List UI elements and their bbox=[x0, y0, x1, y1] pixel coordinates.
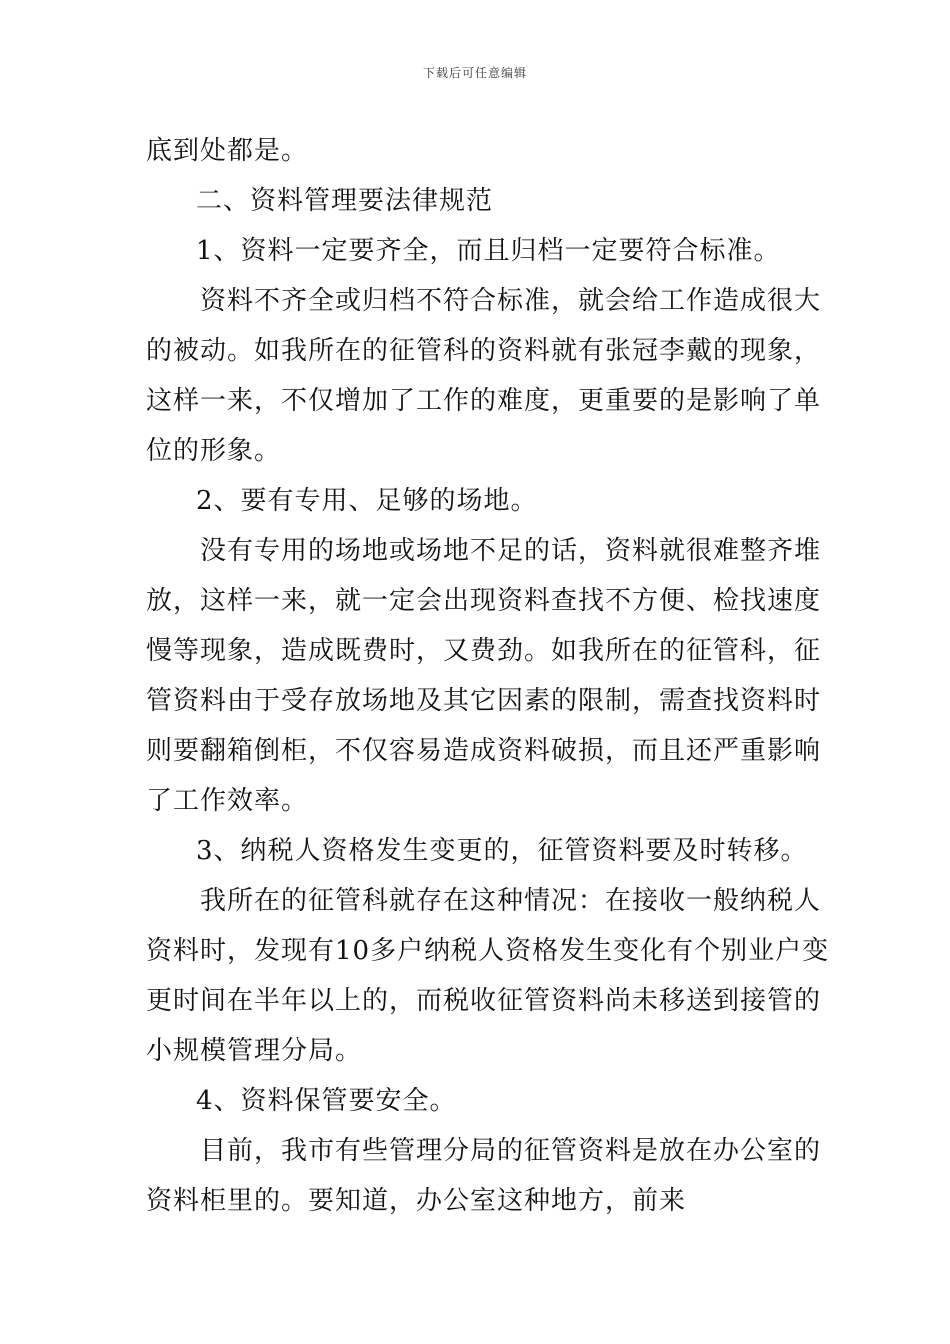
text-line: 这样一来，不仅增加了工作的难度，更重要的是影响了单 bbox=[146, 386, 822, 416]
text-line: 目前，我市有些管理分局的征管资料是放在办公室的 bbox=[200, 1136, 822, 1166]
page-header: 下载后可任意编辑 bbox=[422, 66, 527, 80]
subheading: 2、要有专用、足够的场地。 bbox=[196, 486, 538, 516]
text-line: 放，这样一来，就一定会出现资料查找不方便、检找速度 bbox=[146, 586, 822, 616]
text-line: 我所在的征管科就存在这种情况：在接收一般纳税人 bbox=[200, 886, 822, 916]
section-heading: 二、资料管理要法律规范 bbox=[196, 186, 494, 216]
text-line: 慢等现象，造成既费时，又费劲。如我所在的征管科，征 bbox=[146, 636, 822, 666]
text-line: 了工作效率。 bbox=[146, 786, 309, 816]
text-line: 底到处都是。 bbox=[146, 136, 309, 166]
text-line: 资料时，发现有10多户纳税人资格发生变化有个别业户变 bbox=[146, 936, 830, 966]
subheading: 4、资料保管要安全。 bbox=[196, 1086, 457, 1116]
text-line: 管资料由于受存放场地及其它因素的限制，需查找资料时 bbox=[146, 686, 822, 716]
text-line: 没有专用的场地或场地不足的话，资料就很难整齐堆 bbox=[200, 536, 822, 566]
subheading: 1、资料一定要齐全，而且归档一定要符合标准。 bbox=[196, 236, 781, 266]
text-line: 更时间在半年以上的，而税收征管资料尚未移送到接管的 bbox=[146, 986, 822, 1016]
text-line: 小规模管理分局。 bbox=[146, 1036, 363, 1066]
text-line: 位的形象。 bbox=[146, 436, 282, 466]
text-line: 则要翻箱倒柜，不仅容易造成资料破损，而且还严重影响 bbox=[146, 736, 822, 766]
subheading: 3、纳税人资格发生变更的，征管资料要及时转移。 bbox=[196, 836, 808, 866]
text-line: 资料不齐全或归档不符合标准，就会给工作造成很大 bbox=[200, 286, 822, 316]
text-line: 的被动。如我所在的征管科的资料就有张冠李戴的现象， bbox=[146, 336, 822, 366]
text-line: 资料柜里的。要知道，办公室这种地方，前来 bbox=[146, 1186, 687, 1216]
